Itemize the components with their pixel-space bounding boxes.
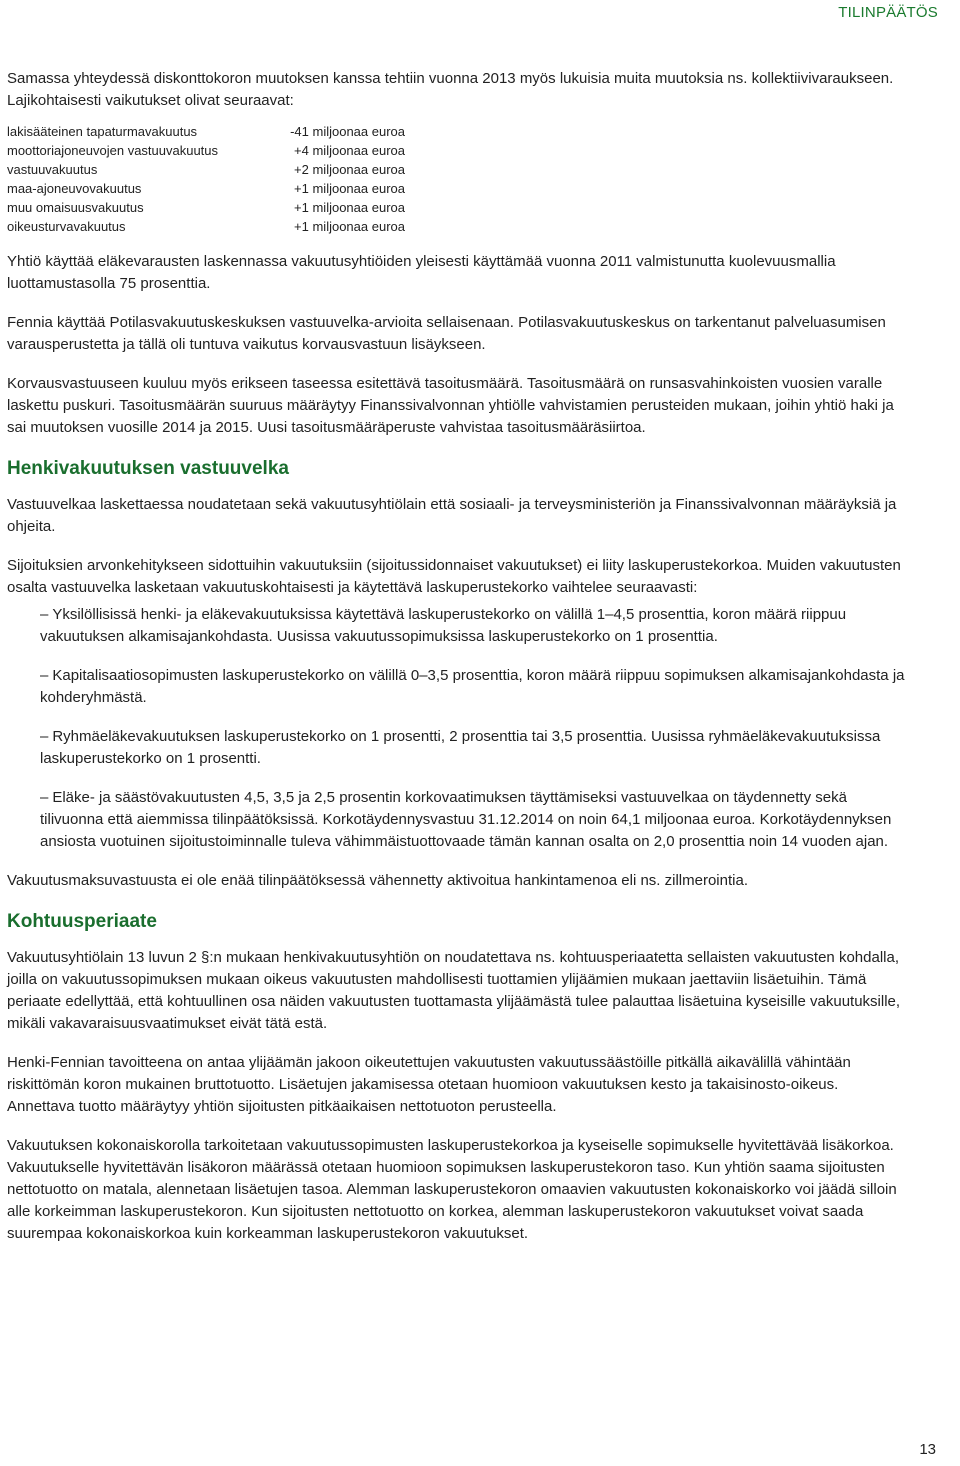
dash-marker: –	[40, 606, 49, 623]
change-value: +1 miljoonaa euroa	[294, 219, 405, 234]
dash-marker: –	[40, 728, 49, 745]
fairness-para-2: Henki-Fennian tavoitteena on antaa ylijäämän jakoon oikeutettujen vakuutusten vakuutussäästöille pitkällä aikavälillä vähintään riskittömän koron mukainen bruttotuotto. Lisäetujen jakamisessa otetaan huomioon vakuutuksen kesto ja takaisinosto-oikeus. Annettava tuotto määräytyy yhtiön sijoitusten pitkäaikaisen nettotuoton perusteella.	[7, 1054, 851, 1115]
list-item-text: Yksilöllisissä henki- ja eläkevakuutuksissa käytettävä laskuperustekorko on välillä 1–4,5 prosenttia, koron määrä riippuu vakuutuksen alkamisajankohdasta. Uusissa vakuutussopimuksissa laskuperustekorko on 1 prosenttia.	[40, 606, 847, 645]
table-row	[7, 160, 405, 179]
fairness-para-1: Vakuutusyhtiölain 13 luvun 2 §:n mukaan henkivakuutusyhtiön on noudatettava ns. kohtuusperiaatetta sellaisten vakuutusten kohdalla, joilla on vakuutussopimuksen mukaan oikeus vakuutusten mahdollisesti tuottamien ylijäämien mukaan jaettaviin lisäetuihin. Tämä periaate edellyttää, että kohtuullinen osa näiden vakuutusten tuottamasta ylijäämästä tulee palauttaa lisäetuina kyseisille vakuutuksille, mikäli vakavaraisuusvaatimukset eivät tätä estä.	[7, 949, 901, 1032]
page-number: 13	[919, 1441, 936, 1458]
change-value: +2 miljoonaa euroa	[294, 162, 405, 177]
list-item	[40, 726, 907, 770]
table-row	[7, 122, 405, 141]
page-body	[7, 68, 907, 1262]
change-value: +4 miljoonaa euroa	[294, 143, 405, 158]
changes-table	[7, 122, 405, 236]
zillmer-paragraph: Vakuutusmaksuvastuusta ei ole enää tilinpäätöksessä vähennetty aktivoitua hankintamenoa eli ns. zillmerointia.	[7, 872, 748, 889]
list-item	[40, 787, 907, 853]
change-value: +1 miljoonaa euroa	[294, 181, 405, 196]
mortality-paragraph: Yhtiö käyttää eläkevarausten laskennassa vakuutusyhtiöiden yleisesti käyttämää vuonna 2011 valmistunutta kuolevuusmallia luottamustasolla 75 prosenttia.	[7, 253, 836, 292]
list-item-text: Ryhmäeläkevakuutuksen laskuperustekorko on 1 prosentti, 2 prosenttia tai 3,5 prosenttia. Uusissa ryhmäeläkevakuutuksissa laskuperustekorko on 1 prosentti.	[40, 728, 881, 767]
patient-insurance-paragraph: Fennia käyttää Potilasvakuutuskeskuksen vastuuvelka-arvioita sellaisenaan. Potilasvakuutuskeskus on tarkentanut palveluasumisen varausperustetta ja tällä oli tuntuva vaikutus korvausvastuun lisäykseen.	[7, 314, 886, 353]
interest-rate-list	[7, 604, 907, 853]
change-label: vastuuvakuutus	[7, 162, 98, 177]
dash-marker: –	[40, 789, 49, 806]
dash-marker: –	[40, 667, 49, 684]
change-value: -41 miljoonaa euroa	[290, 124, 405, 139]
change-label: oikeusturvavakuutus	[7, 219, 126, 234]
table-row	[7, 198, 405, 217]
list-item-text: Kapitalisaatiosopimusten laskuperustekorko on välillä 0–3,5 prosenttia, koron määrä riippuu sopimuksen alkamisajankohdasta ja kohderyhmästä.	[40, 667, 905, 706]
section-heading-life-insurance: Henkivakuutuksen vastuuvelka	[7, 458, 289, 479]
fairness-para-3: Vakuutuksen kokonaiskorolla tarkoitetaan vakuutussopimusten laskuperustekorkoa ja kyseiselle sopimukselle hyvitettävää lisäkorkoa. Vakuutukselle hyvitettävän lisäkoron määrässä otetaan huomioon sopimuksen laskuperustekoron taso. Kun yhtiön saama sijoitusten nettotuotto on matala, alennetaan lisäetujen tasoa. Alemman laskuperustekoron omaavien vakuutusten kokonaiskorko voi jäädä silloin alle korkeimman laskuperustekoron. Kun sijoitusten nettotuotto on korkea, alemman laskuperustekoron vakuutukset voivat saada suurempaa kokonaiskorkoa kuin korkeamman laskuperustekoron vakuutukset.	[7, 1137, 897, 1242]
section-label: TILINPÄÄTÖS	[838, 4, 938, 21]
list-item-text: Eläke- ja säästövakuutusten 4,5, 3,5 ja 2,5 prosentin korkovaatimuksen täyttämiseksi vastuuvelkaa on täydennetty sekä tilivuonna että aiemmissa tilinpäätöksissä. Korkotäydennysvastuu 31.12.2014 on noin 64,1 miljoonaa euroa. Korkotäydennyksen ansiosta vuotuinen sijoitustoiminnalle tuleva vähimmäistuottovaade tämän kannan osalta on 2,0 prosenttia noin 14 vuoden ajan.	[40, 789, 892, 850]
change-label: lakisääteinen tapaturmavakuutus	[7, 124, 198, 139]
change-value: +1 miljoonaa euroa	[294, 200, 405, 215]
list-item	[40, 665, 907, 709]
life-para-2: Sijoituksien arvonkehitykseen sidottuihin vakuutuksiin (sijoitussidonnaiset vakuutukset) ei liity laskuperustekorkoa. Muiden vakuutusten osalta vastuuvelka lasketaan vakuutuskohtaisesti ja käytettävä laskuperustekorko vaihtelee seuraavasti:	[7, 557, 901, 596]
change-label: maa-ajoneuvovakuutus	[7, 181, 142, 196]
life-para-1: Vastuuvelkaa laskettaessa noudatetaan sekä vakuutusyhtiölain että sosiaali- ja terveysministeriön ja Finanssivalvonnan määräyksiä ja ohjeita.	[7, 496, 897, 535]
list-item	[40, 604, 907, 648]
section-heading-fairness: Kohtuusperiaate	[7, 911, 157, 932]
intro-paragraph: Samassa yhteydessä diskonttokoron muutoksen kanssa tehtiin vuonna 2013 myös lukuisia muita muutoksia ns. kollektiivivaraukseen. Lajikohtaisesti vaikutukset olivat seuraavat:	[7, 70, 894, 109]
equalization-paragraph: Korvausvastuuseen kuuluu myös erikseen taseessa esitettävä tasoitusmäärä. Tasoitusmäärä on runsasvahinkoisten vuosien varalle laskettu puskuri. Tasoitusmäärän suuruus määräytyy Finanssivalvonnan yhtiölle vahvistamien perusteiden mukaan, joihin yhtiö haki ja sai muutoksen vuosille 2014 ja 2015. Uusi tasoitusmääräperuste vahvistaa tasoitusmääräsiirtoa.	[7, 375, 894, 436]
table-row	[7, 217, 405, 236]
table-row	[7, 141, 405, 160]
change-label: moottoriajoneuvojen vastuuvakuutus	[7, 143, 219, 158]
change-label: muu omaisuusvakuutus	[7, 200, 144, 215]
table-row	[7, 179, 405, 198]
